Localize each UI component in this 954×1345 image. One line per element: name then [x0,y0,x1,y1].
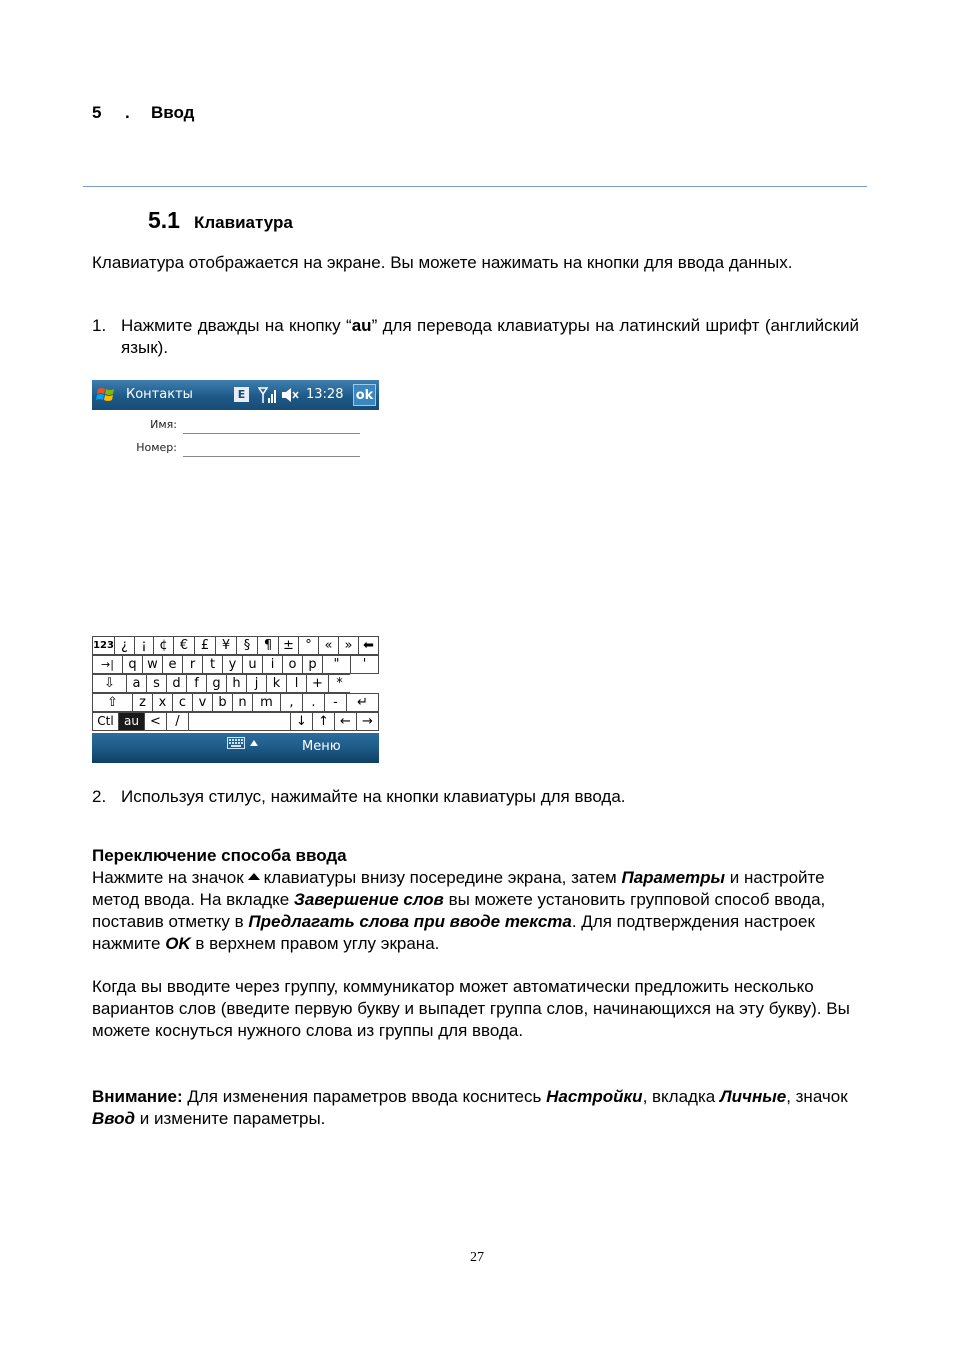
step-1-post: ” для перевода клавиатуры на латинский шрифт (английский язык). [121,316,859,357]
network-type-icon[interactable]: E [234,387,249,402]
key[interactable]: ¶ [257,636,279,655]
shift-key[interactable]: ⇧ [92,693,133,712]
chapter-title: Ввод [151,103,195,122]
chapter-dot: . [125,103,130,122]
key[interactable]: ¿ [114,636,135,655]
key[interactable]: . [302,693,325,712]
number-field-label: Номер: [136,441,177,454]
caps-lock-key[interactable]: ⇩ [92,674,127,693]
keyboard-row-1 [92,636,379,655]
text-run: в верхнем правом углу экрана. [195,934,440,953]
keyboard-row-4 [92,693,379,712]
clock-time[interactable]: 13:28 [306,387,344,402]
key-123[interactable]: 123 [92,636,115,655]
key[interactable]: v [192,693,213,712]
enter-key[interactable]: ↵ [346,693,379,712]
input-selector-arrow-icon[interactable] [250,740,258,746]
text-run: . Для подтверждения настроек нажмите [92,912,815,953]
key[interactable]: € [173,636,195,655]
text-run: клавиатуры внизу посередине экрана, затем [263,868,617,887]
key[interactable]: d [166,674,187,693]
text-run: вы можете установить групповой способ ввода, поставив отметку в [92,890,826,931]
key[interactable]: z [132,693,153,712]
key[interactable]: , [280,693,303,712]
key[interactable]: ± [278,636,299,655]
text-run: Нажмите на значок [92,868,244,887]
key[interactable]: ' [350,655,379,674]
page-number: 27 [470,1250,484,1265]
key[interactable]: « [318,636,339,655]
key[interactable]: ° [298,636,319,655]
step-1-pre: Нажмите дважды на кнопку “ [121,316,352,335]
ok-button[interactable]: ok [353,384,376,406]
switch-input-heading: Переключение способа ввода [92,846,347,865]
device-title-bar [92,380,379,410]
settings-term: Настройки [546,1087,643,1106]
keyboard-icon[interactable] [227,737,245,749]
input-term: Ввод [92,1109,136,1128]
key[interactable]: a [126,674,147,693]
key[interactable]: g [206,674,227,693]
key[interactable]: ¢ [153,636,174,655]
on-screen-keyboard [92,636,379,763]
key[interactable]: l [286,674,307,693]
key[interactable]: p [302,655,323,674]
ok-term: OK [165,934,191,953]
step-1-text [121,315,859,359]
key[interactable]: ¥ [215,636,237,655]
section-title: Клавиатура [194,213,293,232]
key[interactable]: " [322,655,351,674]
volume-muted-icon[interactable] [280,386,300,404]
text-run: , значок [786,1087,848,1106]
key[interactable]: o [282,655,303,674]
switch-input-paragraph [92,845,867,955]
key[interactable]: s [146,674,167,693]
key[interactable]: x [152,693,173,712]
arrow-up-key[interactable]: ↑ [312,712,335,731]
key[interactable]: * [328,674,351,693]
key[interactable]: i [262,655,283,674]
arrow-right-key[interactable]: → [356,712,379,731]
key[interactable]: j [246,674,267,693]
completion-term: Завершение слов [293,890,444,909]
tab-key[interactable]: →| [92,655,123,674]
space-key[interactable] [188,712,291,731]
key[interactable]: m [252,693,281,712]
number-field[interactable] [183,456,360,457]
note-paragraph [92,1086,867,1130]
key[interactable]: y [222,655,243,674]
text-run: , вкладка [642,1087,716,1106]
windows-start-icon[interactable] [96,385,116,405]
device-menu-bar [92,733,379,763]
text-run: Для изменения параметров ввода коснитесь [187,1087,542,1106]
note-label: Внимание: [92,1087,183,1106]
arrow-left-key[interactable]: ← [334,712,357,731]
keyboard-row-5 [92,712,379,731]
personal-term: Личные [719,1087,787,1106]
key[interactable]: e [162,655,183,674]
ctrl-key[interactable]: Ctl [92,712,119,731]
step-2-number: 2. [92,787,107,806]
key[interactable]: n [232,693,253,712]
device-screenshot-contacts [92,380,379,465]
au-key-ref: au [351,316,372,335]
key[interactable]: c [172,693,193,712]
key[interactable]: q [122,655,143,674]
device-title: Контакты [126,387,193,402]
key[interactable]: < [144,712,167,731]
key[interactable]: ¡ [134,636,154,655]
group-input-paragraph: Когда вы вводите через группу, коммуникатор может автоматически предложить несколько вариантов слов (введите первую букву и выпадет группа слов, начинающихся на эту букву). Вы можете коснуться нужного слова из группы для ввода. [92,977,850,1040]
key[interactable]: » [338,636,359,655]
key[interactable]: / [166,712,189,731]
key[interactable]: - [324,693,347,712]
suggest-term: Предлагать слова при вводе текста [248,912,572,931]
key-blank [350,674,379,693]
keyboard-row-3 [92,674,379,693]
name-field[interactable] [183,433,360,434]
intro-paragraph: Клавиатура отображается на экране. Вы можете нажимать на кнопки для ввода данных. [92,253,793,272]
text-run: и измените параметры. [139,1109,326,1128]
step-2-text: Используя стилус, нажимайте на кнопки клавиатуры для ввода. [121,787,626,806]
chapter-number: 5 [92,103,102,122]
signal-icon[interactable] [258,386,278,404]
text-run: и настройте метод ввода. На вкладке [92,868,825,909]
key[interactable]: f [186,674,207,693]
backspace-key[interactable]: ⬅ [358,636,379,655]
keyboard-row-2 [92,655,379,674]
name-field-label: Имя: [150,418,177,431]
key[interactable]: u [242,655,263,674]
params-term: Параметры [621,868,726,887]
chapter-divider [83,186,867,187]
key[interactable]: b [212,693,233,712]
key[interactable]: £ [194,636,216,655]
caret-up-icon [248,873,260,880]
switch-input-body [92,867,867,955]
menu-softkey[interactable]: Меню [302,739,341,754]
arrow-down-key[interactable]: ↓ [290,712,313,731]
key[interactable]: + [306,674,329,693]
key[interactable]: w [142,655,163,674]
section-number: 5.1 [148,207,180,233]
step-1-number: 1. [92,316,107,335]
au-key[interactable]: au [118,712,145,731]
key[interactable]: h [226,674,247,693]
key[interactable]: r [182,655,203,674]
key[interactable]: t [202,655,223,674]
key[interactable]: § [236,636,258,655]
key[interactable]: k [266,674,287,693]
